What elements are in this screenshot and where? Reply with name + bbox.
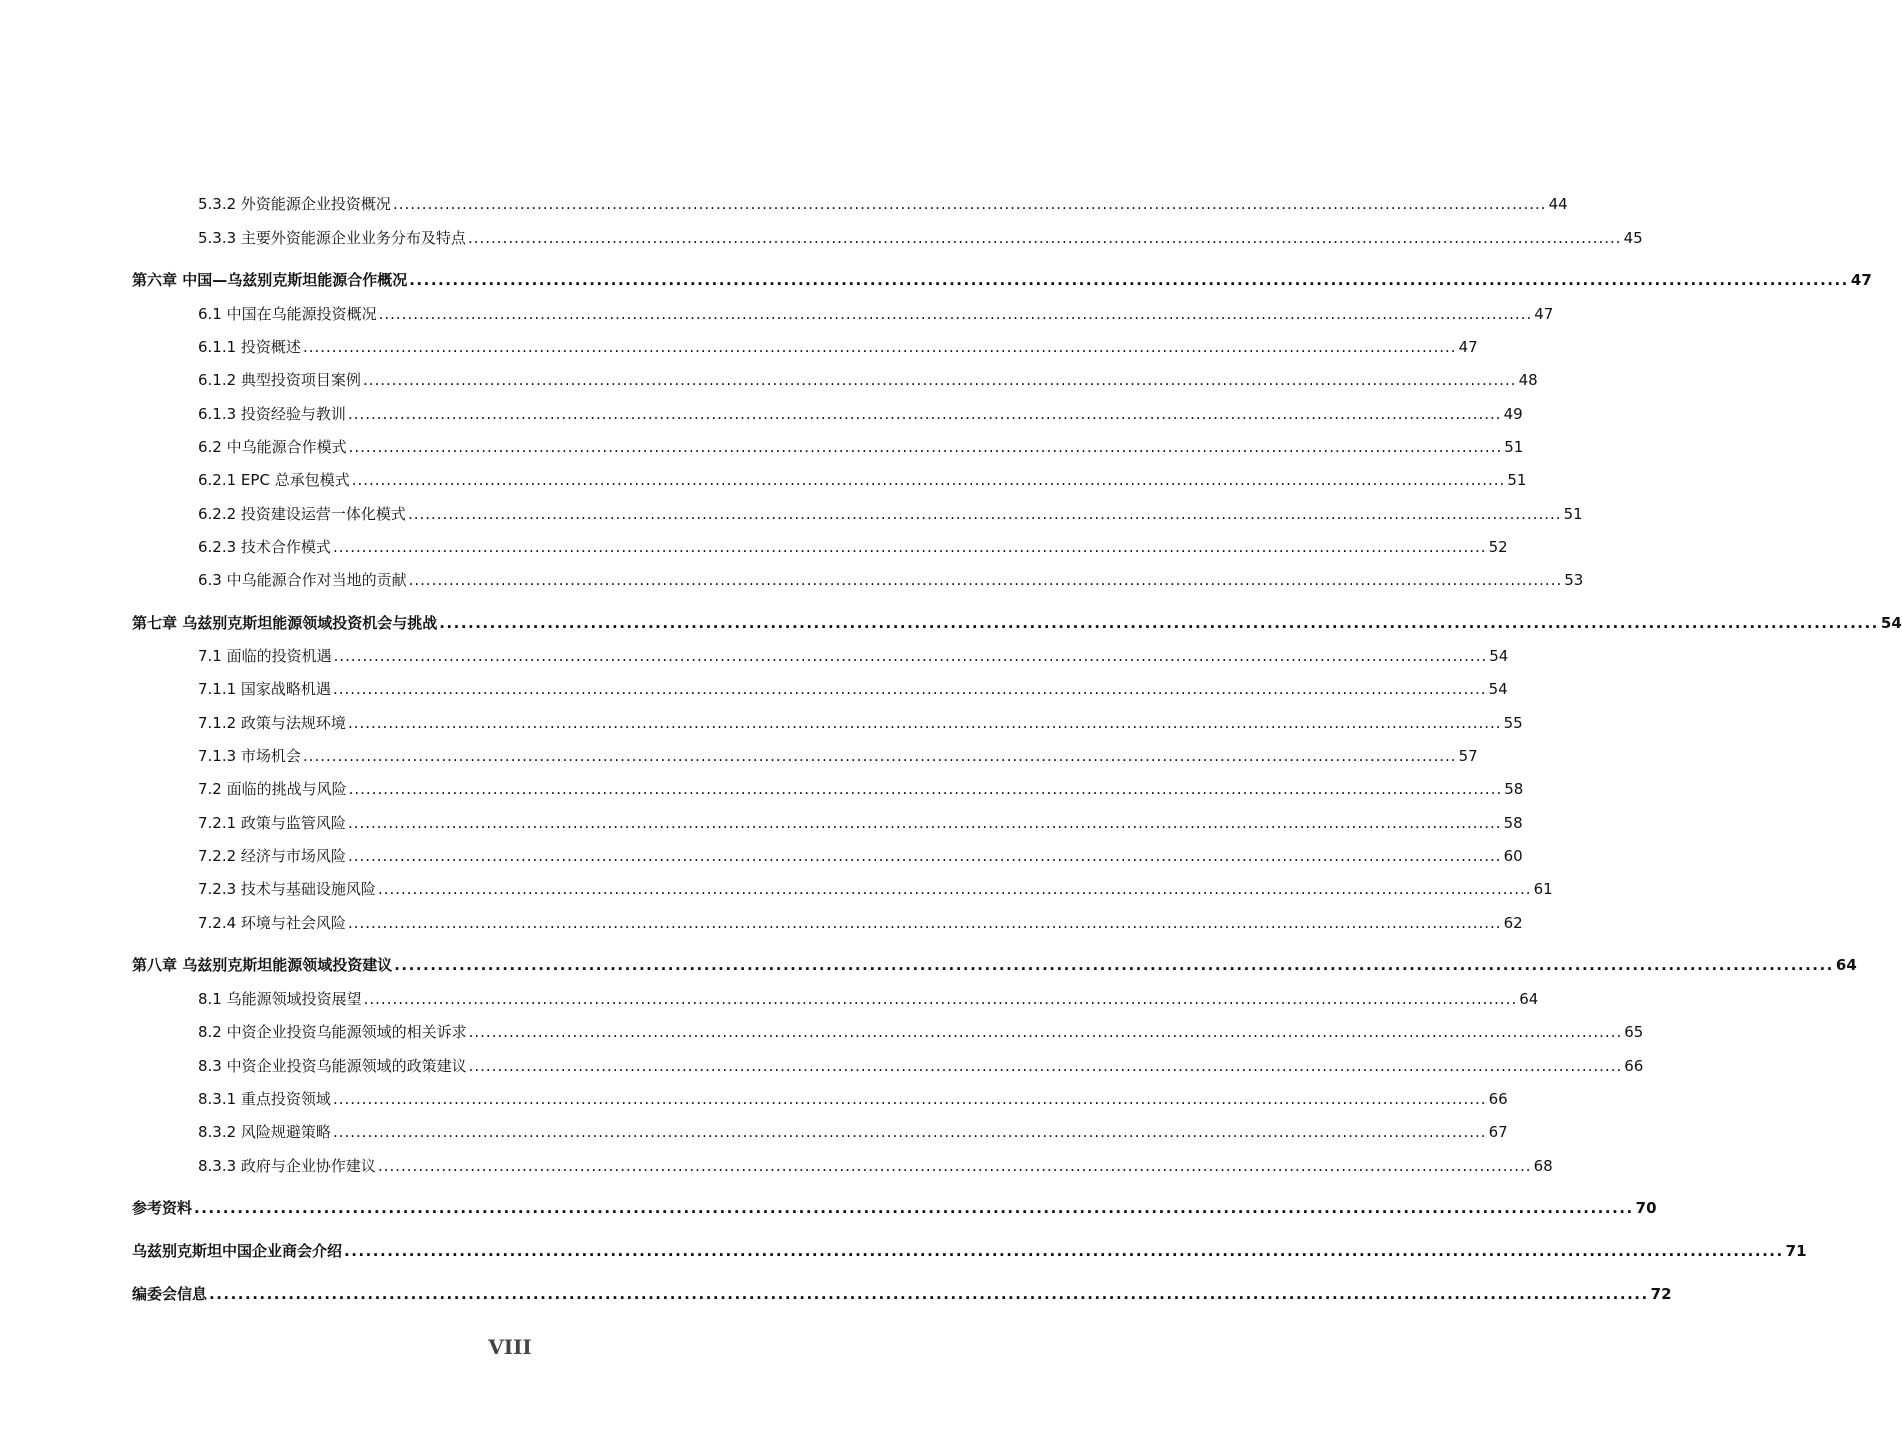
toc-leader-dots: ........................................................................................................................................................................................................ <box>332 680 1487 698</box>
toc-entry-title: 6.1 中国在乌能源投资概况 <box>198 305 377 323</box>
toc-leader-dots: ........................................................................................................................................................................................................ <box>347 814 1502 832</box>
toc-section-entry[interactable] <box>198 433 1524 457</box>
toc-leader-dots: ........................................................................................................................................................................................................ <box>377 880 1532 898</box>
toc-entry-title: 8.2 中资企业投资乌能源领域的相关诉求 <box>198 1023 467 1041</box>
toc-page-number: 47 <box>1458 338 1478 356</box>
toc-leader-dots: ........................................................................................................................................................................................................ <box>468 1023 1623 1041</box>
toc-section-entry[interactable] <box>198 709 1523 733</box>
toc-entry-title: 7.2.1 政策与监管风险 <box>198 814 346 832</box>
toc-page-number: 48 <box>1518 371 1538 389</box>
toc-page-number: 51 <box>1504 438 1524 456</box>
toc-chapter-entry[interactable] <box>132 609 1902 633</box>
toc-entry-title: 7.1.1 国家战略机遇 <box>198 680 331 698</box>
toc-page-number: 72 <box>1650 1285 1672 1303</box>
toc-leader-dots: ........................................................................................................................................................................................................ <box>332 1123 1487 1141</box>
toc-entry-title: 5.3.2 外资能源企业投资概况 <box>198 195 391 213</box>
toc-entry-title: 8.3.3 政府与企业协作建议 <box>198 1157 376 1175</box>
toc-section-entry[interactable] <box>198 300 1554 324</box>
toc-section-entry[interactable] <box>198 642 1509 666</box>
toc-entry-title: 第八章 乌兹别克斯坦能源领域投资建议 <box>132 956 393 974</box>
toc-entry-title: 7.2.2 经济与市场风险 <box>198 847 346 865</box>
toc-page-number: 71 <box>1785 1242 1807 1260</box>
toc-section-entry[interactable] <box>198 875 1553 899</box>
toc-entry-title: 第六章 中国—乌兹别克斯坦能源合作概况 <box>132 271 408 289</box>
toc-entry-title: 6.1.2 典型投资项目案例 <box>198 371 361 389</box>
toc-entry-title: 7.2.4 环境与社会风险 <box>198 914 346 932</box>
toc-section-entry[interactable] <box>198 224 1643 248</box>
toc-leader-dots: ........................................................................................................................................................................................................ <box>333 647 1488 665</box>
toc-section-entry[interactable] <box>198 1118 1508 1142</box>
toc-chapter-entry[interactable] <box>132 1237 1807 1261</box>
toc-entry-title: 7.1.2 政策与法规环境 <box>198 714 346 732</box>
toc-entry-title: 8.3.2 风险规避策略 <box>198 1123 331 1141</box>
toc-section-entry[interactable] <box>198 809 1523 833</box>
toc-entry-title: 6.2.3 技术合作模式 <box>198 538 331 556</box>
toc-page-number: 66 <box>1624 1057 1644 1075</box>
toc-section-entry[interactable] <box>198 675 1508 699</box>
toc-leader-dots: ........................................................................................................................................................................................................ <box>302 747 1457 765</box>
toc-chapter-entry[interactable] <box>132 266 1872 290</box>
toc-entry-title: 8.3 中资企业投资乌能源领域的政策建议 <box>198 1057 467 1075</box>
toc-leader-dots: ........................................................................................................................................................................................................ <box>347 847 1502 865</box>
toc-section-entry[interactable] <box>198 566 1584 590</box>
toc-section-entry[interactable] <box>198 1018 1644 1042</box>
toc-entry-title: 6.2 中乌能源合作模式 <box>198 438 347 456</box>
toc-page-number: 70 <box>1635 1199 1657 1217</box>
toc-page-number: 54 <box>1489 647 1509 665</box>
toc-section-entry[interactable] <box>198 1085 1508 1109</box>
toc-page-number: 68 <box>1533 1157 1553 1175</box>
toc-section-entry[interactable] <box>198 466 1527 490</box>
toc-entry-title: 7.1 面临的投资机遇 <box>198 647 332 665</box>
toc-section-entry[interactable] <box>198 1052 1644 1076</box>
toc-chapter-entry[interactable] <box>132 1280 1672 1304</box>
toc-section-entry[interactable] <box>198 985 1539 1009</box>
toc-page-number: 49 <box>1503 405 1523 423</box>
toc-leader-dots: ........................................................................................................................................................................................................ <box>362 371 1517 389</box>
toc-section-entry[interactable] <box>198 333 1478 357</box>
toc-leader-dots: ........................................................................................................................................................................................................ <box>407 505 1562 523</box>
toc-leader-dots: ........................................................................................................................................................................................................ <box>332 1090 1487 1108</box>
toc-leader-dots: ........................................................................................................................................................................................................ <box>409 271 1849 289</box>
toc-entry-title: 6.2.2 投资建设运营一体化模式 <box>198 505 406 523</box>
toc-page-number: 54 <box>1488 680 1508 698</box>
toc-leader-dots: ........................................................................................................................................................................................................ <box>347 914 1502 932</box>
toc-section-entry[interactable] <box>198 400 1523 424</box>
toc-chapter-entry[interactable] <box>132 951 1857 975</box>
toc-entry-title: 参考资料 <box>132 1199 193 1217</box>
toc-leader-dots: ........................................................................................................................................................................................................ <box>302 338 1457 356</box>
toc-section-entry[interactable] <box>198 366 1538 390</box>
page-number-footer: VIII <box>488 1335 532 1359</box>
toc-entry-title: 7.2.3 技术与基础设施风险 <box>198 880 376 898</box>
toc-page-number: 64 <box>1519 990 1539 1008</box>
toc-section-entry[interactable] <box>198 775 1524 799</box>
toc-page-number: 45 <box>1623 229 1643 247</box>
toc-leader-dots: ........................................................................................................................................................................................................ <box>347 714 1502 732</box>
toc-leader-dots: ........................................................................................................................................................................................................ <box>194 1199 1634 1217</box>
toc-leader-dots: ........................................................................................................................................................................................................ <box>408 571 1563 589</box>
toc-section-entry[interactable] <box>198 842 1523 866</box>
toc-page-number: 52 <box>1488 538 1508 556</box>
toc-page-number: 58 <box>1504 780 1524 798</box>
toc-leader-dots: ........................................................................................................................................................................................................ <box>209 1285 1649 1303</box>
toc-page-number: 51 <box>1563 505 1583 523</box>
toc-entry-title: 8.3.1 重点投资领域 <box>198 1090 331 1108</box>
toc-section-entry[interactable] <box>198 742 1478 766</box>
toc-entry-title: 6.1.3 投资经验与教训 <box>198 405 346 423</box>
toc-entry-title: 7.2 面临的挑战与风险 <box>198 780 347 798</box>
toc-page-number: 53 <box>1564 571 1584 589</box>
toc-page-number: 67 <box>1488 1123 1508 1141</box>
toc-leader-dots: ........................................................................................................................................................................................................ <box>439 614 1879 632</box>
toc-page-number: 61 <box>1533 880 1553 898</box>
toc-section-entry[interactable] <box>198 190 1568 214</box>
toc-entry-title: 7.1.3 市场机会 <box>198 747 301 765</box>
toc-leader-dots: ........................................................................................................................................................................................................ <box>344 1242 1784 1260</box>
toc-entry-title: 5.3.3 主要外资能源企业业务分布及特点 <box>198 229 466 247</box>
toc-page-number: 54 <box>1880 614 1902 632</box>
toc-section-entry[interactable] <box>198 1152 1553 1176</box>
toc-chapter-entry[interactable] <box>132 1194 1657 1218</box>
toc-leader-dots: ........................................................................................................................................................................................................ <box>332 538 1487 556</box>
toc-page-number: 58 <box>1503 814 1523 832</box>
toc-leader-dots: ........................................................................................................................................................................................................ <box>363 990 1518 1008</box>
toc-page-number: 57 <box>1458 747 1478 765</box>
toc-page-number: 66 <box>1488 1090 1508 1108</box>
toc-entry-title: 8.1 乌能源领域投资展望 <box>198 990 362 1008</box>
toc-page-number: 65 <box>1624 1023 1644 1041</box>
toc-section-entry[interactable] <box>198 500 1583 524</box>
toc-leader-dots: ........................................................................................................................................................................................................ <box>467 229 1622 247</box>
toc-entry-title: 乌兹别克斯坦中国企业商会介绍 <box>132 1242 343 1260</box>
toc-section-entry[interactable] <box>198 533 1508 557</box>
toc-leader-dots: ........................................................................................................................................................................................................ <box>392 195 1547 213</box>
toc-leader-dots: ........................................................................................................................................................................................................ <box>348 780 1503 798</box>
toc-leader-dots: ........................................................................................................................................................................................................ <box>377 1157 1532 1175</box>
toc-entry-title: 6.1.1 投资概述 <box>198 338 301 356</box>
toc-page-number: 62 <box>1503 914 1523 932</box>
toc-entry-title: 6.3 中乌能源合作对当地的贡献 <box>198 571 407 589</box>
toc-page-number: 44 <box>1548 195 1568 213</box>
toc-page-number: 51 <box>1507 471 1527 489</box>
toc-page-number: 55 <box>1503 714 1523 732</box>
toc-page-number: 47 <box>1850 271 1872 289</box>
toc-page-number: 47 <box>1534 305 1554 323</box>
toc-entry-title: 第七章 乌兹别克斯坦能源领域投资机会与挑战 <box>132 614 438 632</box>
toc-leader-dots: ........................................................................................................................................................................................................ <box>351 471 1506 489</box>
toc-leader-dots: ........................................................................................................................................................................................................ <box>378 305 1533 323</box>
toc-page-number: 60 <box>1503 847 1523 865</box>
toc-leader-dots: ........................................................................................................................................................................................................ <box>347 405 1502 423</box>
toc-page-number: 64 <box>1835 956 1857 974</box>
toc-leader-dots: ........................................................................................................................................................................................................ <box>468 1057 1623 1075</box>
toc-entry-title: 6.2.1 EPC 总承包模式 <box>198 471 350 489</box>
toc-section-entry[interactable] <box>198 909 1523 933</box>
toc-leader-dots: ........................................................................................................................................................................................................ <box>394 956 1834 974</box>
toc-leader-dots: ........................................................................................................................................................................................................ <box>348 438 1503 456</box>
toc-entry-title: 编委会信息 <box>132 1285 208 1303</box>
